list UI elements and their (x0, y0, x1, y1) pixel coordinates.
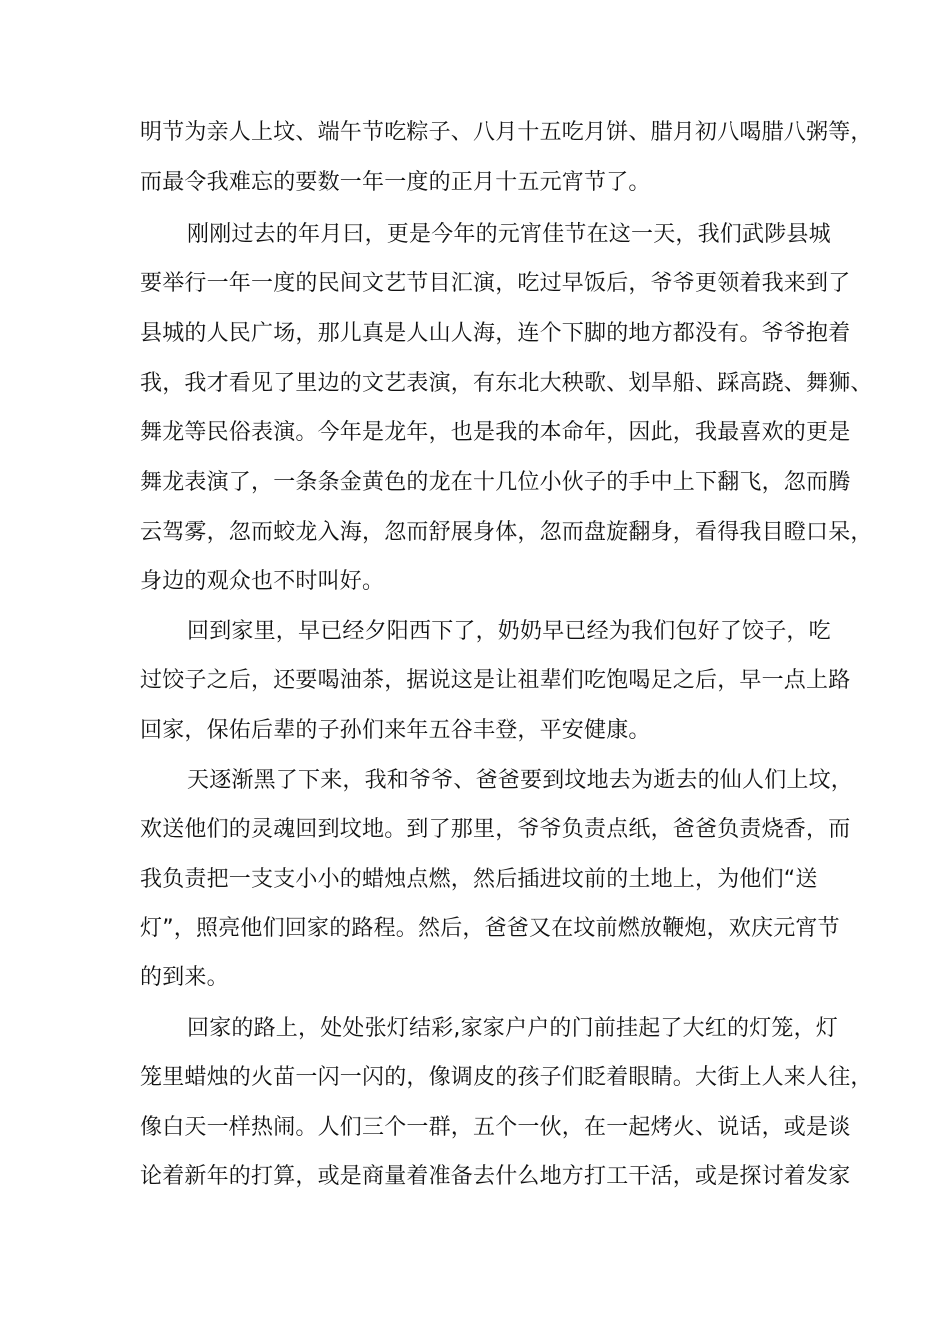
paragraph-1-line-2: 而最令我难忘的要数一年一度的正月十五元宵节了。 (140, 170, 651, 195)
paragraph-3-line-2: 过饺子之后，还要喝油茶，据说这是让祖辈们吃饱喝足之后，早一点上路 (140, 668, 851, 693)
paragraph-2-line-7: 云驾雾，忽而蛟龙入海，忽而舒展身体，忽而盘旋翻身，看得我目瞪口呆， (140, 520, 873, 545)
paragraph-3-line-1: 回到家里，早已经夕阳西下了，奶奶早已经为我们包好了饺子，吃 (187, 619, 831, 644)
paragraph-1-line-1: 明节为亲人上坟、端午节吃粽子、八月十五吃月饼、腊月初八喝腊八粥等， (140, 120, 873, 145)
paragraph-2-line-4: 我，我才看见了里边的文艺表演，有东北大秧歌、划旱船、踩高跷、舞狮、 (140, 371, 873, 396)
paragraph-5-line-4: 论着新年的打算，或是商量着准备去什么地方打工干活，或是探讨着发家 (140, 1164, 851, 1189)
paragraph-4-line-4: 灯”，照亮他们回家的路程。然后，爸爸又在坟前燃放鞭炮，欢庆元宵节 (140, 916, 840, 941)
paragraph-2-line-1: 刚刚过去的年月曰，更是今年的元宵佳节在这一天，我们武陟县城 (187, 222, 831, 247)
paragraph-5-line-2: 笼里蜡烛的火苗一闪一闪的，像调皮的孩子们眨着眼睛。大街上人来人往， (140, 1065, 873, 1090)
paragraph-2-line-3: 县城的人民广场，那儿真是人山人海，连个下脚的地方都没有。爷爷抱着 (140, 321, 851, 346)
paragraph-2-line-2: 要举行一年一度的民间文艺节目汇演，吃过早饭后，爷爷更领着我来到了 (140, 271, 851, 296)
paragraph-3-line-3: 回家，保佑后辈的子孙们来年五谷丰登，平安健康。 (140, 718, 651, 743)
paragraph-4-line-3: 我负责把一支支小小的蜡烛点燃，然后插进坟前的土地上，为他们“送 (140, 867, 818, 892)
paragraph-4-line-1: 天逐渐黑了下来，我和爷爷、爸爸要到坟地去为逝去的仙人们上坟， (187, 768, 854, 793)
paragraph-2-line-5: 舞龙等民俗表演。今年是龙年，也是我的本命年，因此，我最喜欢的更是 (140, 420, 851, 445)
paragraph-5-line-3: 像白天一样热闹。人们三个一群，五个一伙，在一起烤火、说话，或是谈 (140, 1115, 851, 1140)
paragraph-5-line-1: 回家的路上，处处张灯结彩,家家户户的门前挂起了大红的灯笼，灯 (187, 1016, 838, 1041)
paragraph-2-line-6: 舞龙表演了，一条条金黄色的龙在十几位小伙子的手中上下翻飞，忽而腾 (140, 470, 851, 495)
paragraph-4-line-2: 欢送他们的灵魂回到坟地。到了那里，爷爷负责点纸，爸爸负责烧香，而 (140, 817, 851, 842)
paragraph-2-line-8: 身边的观众也不时叫好。 (140, 569, 385, 594)
paragraph-4-line-5: 的到来。 (140, 965, 229, 990)
